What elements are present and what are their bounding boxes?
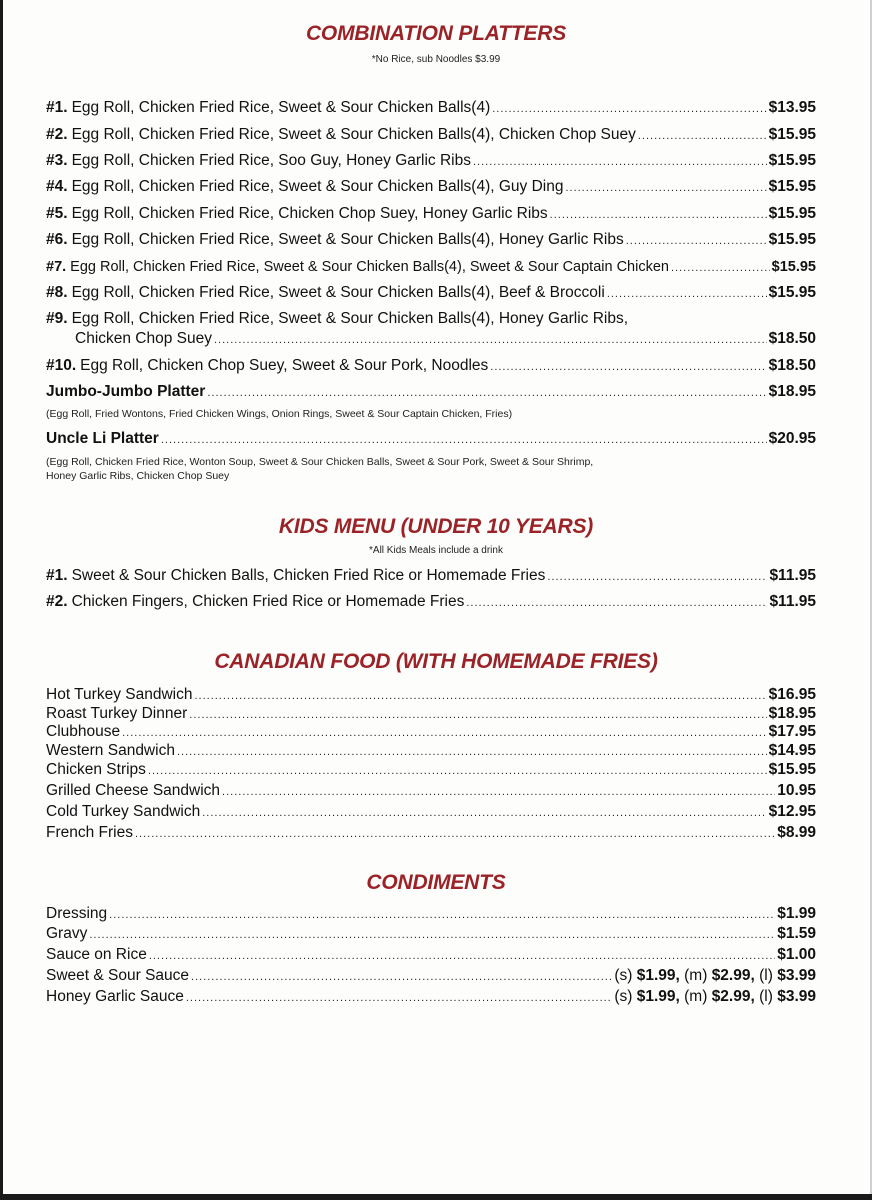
dot-leader xyxy=(148,762,767,780)
uncle-li-description-line-1: (Egg Roll, Chicken Fried Rice, Wonton Soup, Sweet & Sour Chicken Balls, Sweet & Sour Pork, Sweet & Sour Shrimp, xyxy=(46,456,594,468)
condiment-item xyxy=(46,946,816,965)
item-price: $15.95 xyxy=(768,152,816,169)
kids-menu-heading: KIDS MENU (UNDER 10 YEARS) xyxy=(278,515,594,538)
item-price: $15.95 xyxy=(768,284,816,301)
item-name: Clubhouse xyxy=(46,723,121,740)
sauce-item xyxy=(46,988,816,1007)
dot-leader xyxy=(214,331,767,349)
combo-item-8 xyxy=(46,284,816,303)
item-number: #1. xyxy=(46,99,68,116)
item-price: $18.50 xyxy=(768,357,816,374)
combo-item-1 xyxy=(46,99,816,118)
combo-item-9-continued xyxy=(75,330,816,349)
item-price: $15.95 xyxy=(768,761,816,778)
item-name: Cold Turkey Sandwich xyxy=(46,803,201,820)
item-number: #8. xyxy=(46,284,68,301)
canadian-item xyxy=(46,824,816,843)
item-name: Sweet & Sour Sauce xyxy=(46,967,190,984)
canadian-item xyxy=(46,803,816,822)
item-price: $18.95 xyxy=(768,705,816,722)
item-name: Egg Roll, Chicken Fried Rice, Chicken Chop Suey, Honey Garlic Ribs xyxy=(71,205,548,222)
item-price: $18.50 xyxy=(768,330,816,347)
item-price: $1.00 xyxy=(777,946,816,963)
dot-leader xyxy=(466,594,767,612)
item-name: Roast Turkey Dinner xyxy=(46,705,188,722)
sauce-item xyxy=(46,967,816,986)
item-number: #7. xyxy=(46,259,67,275)
dot-leader xyxy=(492,100,766,118)
item-number: #10. xyxy=(46,357,77,374)
canadian-item xyxy=(46,782,816,801)
uncle-li-platter xyxy=(46,430,816,449)
combination-platters-heading: COMBINATION PLATTERS xyxy=(305,22,567,45)
uncle-li-description-line-2: Honey Garlic Ribs, Chicken Chop Suey xyxy=(46,470,230,482)
item-price: $11.95 xyxy=(769,567,816,584)
item-price: $16.95 xyxy=(768,686,816,703)
combo-item-3 xyxy=(46,152,816,171)
dot-leader xyxy=(222,783,775,801)
dot-leader xyxy=(186,989,612,1007)
item-number: #6. xyxy=(46,231,68,248)
item-number: #3. xyxy=(46,152,68,169)
page-edge-bottom xyxy=(0,1194,872,1200)
combination-note: *No Rice, sub Noodles $3.99 xyxy=(371,54,501,65)
kids-menu-note: *All Kids Meals include a drink xyxy=(369,545,503,556)
item-name: Egg Roll, Chicken Fried Rice, Sweet & Sour Chicken Balls(4), Guy Ding xyxy=(71,178,564,195)
item-name: Grilled Cheese Sandwich xyxy=(46,782,221,799)
item-name: Western Sandwich xyxy=(46,742,175,759)
item-price: $15.95 xyxy=(768,126,816,143)
combo-item-10 xyxy=(46,357,816,376)
dot-leader xyxy=(189,706,766,724)
jumbo-platter xyxy=(46,383,816,402)
item-price-sizes: (s) $1.99, (m) $2.99, (l) $3.99 xyxy=(614,967,816,984)
item-name: Chicken Fingers, Chicken Fried Rice or Homemade Fries xyxy=(71,593,465,610)
item-price: $11.95 xyxy=(769,593,816,610)
item-name: Jumbo-Jumbo Platter xyxy=(46,383,206,400)
item-name: Sauce on Rice xyxy=(46,946,147,963)
combo-item-4 xyxy=(46,178,816,197)
item-name: Egg Roll, Chicken Fried Rice, Sweet & Sour Chicken Balls(4), Honey Garlic Ribs, xyxy=(71,310,629,327)
item-number: #2. xyxy=(46,593,68,610)
dot-leader xyxy=(194,687,766,705)
jumbo-platter-description: (Egg Roll, Fried Wontons, Fried Chicken Wings, Onion Rings, Sweet & Sour Captain Chicken, Fries) xyxy=(46,408,513,420)
dot-leader xyxy=(565,179,766,197)
item-name-continued: Chicken Chop Suey xyxy=(75,330,212,347)
condiment-item xyxy=(46,925,816,944)
dot-leader xyxy=(109,906,775,924)
dot-leader xyxy=(207,384,766,402)
item-name: Egg Roll, Chicken Fried Rice, Sweet & Sour Chicken Balls(4) xyxy=(71,99,491,116)
dot-leader xyxy=(473,153,767,171)
dot-leader xyxy=(626,232,767,250)
dot-leader xyxy=(161,431,767,449)
condiment-item xyxy=(46,905,816,924)
item-price: $1.59 xyxy=(777,925,816,942)
item-name: Egg Roll, Chicken Fried Rice, Sweet & Sour Chicken Balls(4), Chicken Chop Suey xyxy=(71,126,636,143)
canadian-item xyxy=(46,761,816,780)
item-price: $15.95 xyxy=(768,178,816,195)
dot-leader xyxy=(191,968,612,986)
canadian-item xyxy=(46,742,816,761)
combo-item-6 xyxy=(46,231,816,250)
condiments-heading: CONDIMENTS xyxy=(366,871,506,894)
item-number: #2. xyxy=(46,126,68,143)
item-price: $15.95 xyxy=(768,231,816,248)
item-price: $17.95 xyxy=(768,723,816,740)
item-name: Hot Turkey Sandwich xyxy=(46,686,193,703)
item-price: $15.95 xyxy=(768,205,816,222)
item-name: Egg Roll, Chicken Fried Rice, Sweet & Sour Chicken Balls(4), Sweet & Sour Captain Chicken xyxy=(70,259,669,275)
item-price: $1.99 xyxy=(777,905,816,922)
item-number: #1. xyxy=(46,567,68,584)
item-price-sizes: (s) $1.99, (m) $2.99, (l) $3.99 xyxy=(614,988,816,1005)
combo-item-7 xyxy=(46,258,816,277)
item-name: Egg Roll, Chicken Chop Suey, Sweet & Sour Pork, Noodles xyxy=(80,357,489,374)
canadian-item xyxy=(46,686,816,705)
item-price: $18.95 xyxy=(768,383,816,400)
dot-leader xyxy=(202,804,766,822)
item-name: Dressing xyxy=(46,905,108,922)
dot-leader xyxy=(671,259,770,277)
item-price: 10.95 xyxy=(777,782,816,799)
combo-item-5 xyxy=(46,205,816,224)
item-price: $13.95 xyxy=(768,99,816,116)
kids-item-2 xyxy=(46,593,816,612)
item-price: $8.99 xyxy=(777,824,816,841)
item-name: French Fries xyxy=(46,824,133,841)
dot-leader xyxy=(177,743,767,761)
dot-leader xyxy=(638,127,767,145)
item-name: Egg Roll, Chicken Fried Rice, Sweet & Sour Chicken Balls(4), Honey Garlic Ribs xyxy=(71,231,624,248)
item-price: $12.95 xyxy=(768,803,816,820)
dot-leader xyxy=(490,358,766,376)
page-edge-left xyxy=(0,0,3,1200)
dot-leader xyxy=(149,947,775,965)
dot-leader xyxy=(135,825,775,843)
kids-item-1 xyxy=(46,567,816,586)
item-name: Gravy xyxy=(46,925,88,942)
item-price: $15.95 xyxy=(771,259,816,275)
item-name: Egg Roll, Chicken Fried Rice, Soo Guy, Honey Garlic Ribs xyxy=(71,152,471,169)
canadian-item xyxy=(46,723,816,742)
combo-item-2 xyxy=(46,126,816,145)
item-number: #4. xyxy=(46,178,68,195)
canadian-food-heading: CANADIAN FOOD (WITH HOMEMADE FRIES) xyxy=(214,650,658,673)
combo-item-9 xyxy=(46,310,816,328)
item-number: #5. xyxy=(46,205,68,222)
item-price: $20.95 xyxy=(768,430,816,447)
item-number: #9. xyxy=(46,310,68,327)
dot-leader xyxy=(89,926,775,944)
dot-leader xyxy=(607,285,767,303)
dot-leader xyxy=(122,724,766,742)
item-price: $14.95 xyxy=(768,742,816,759)
dot-leader xyxy=(547,568,767,586)
item-name: Honey Garlic Sauce xyxy=(46,988,184,1005)
item-name: Chicken Strips xyxy=(46,761,146,778)
item-name: Sweet & Sour Chicken Balls, Chicken Fried Rice or Homemade Fries xyxy=(71,567,546,584)
item-name: Egg Roll, Chicken Fried Rice, Sweet & Sour Chicken Balls(4), Beef & Broccoli xyxy=(71,284,605,301)
canadian-item xyxy=(46,705,816,724)
dot-leader xyxy=(550,206,767,224)
item-name: Uncle Li Platter xyxy=(46,430,159,447)
